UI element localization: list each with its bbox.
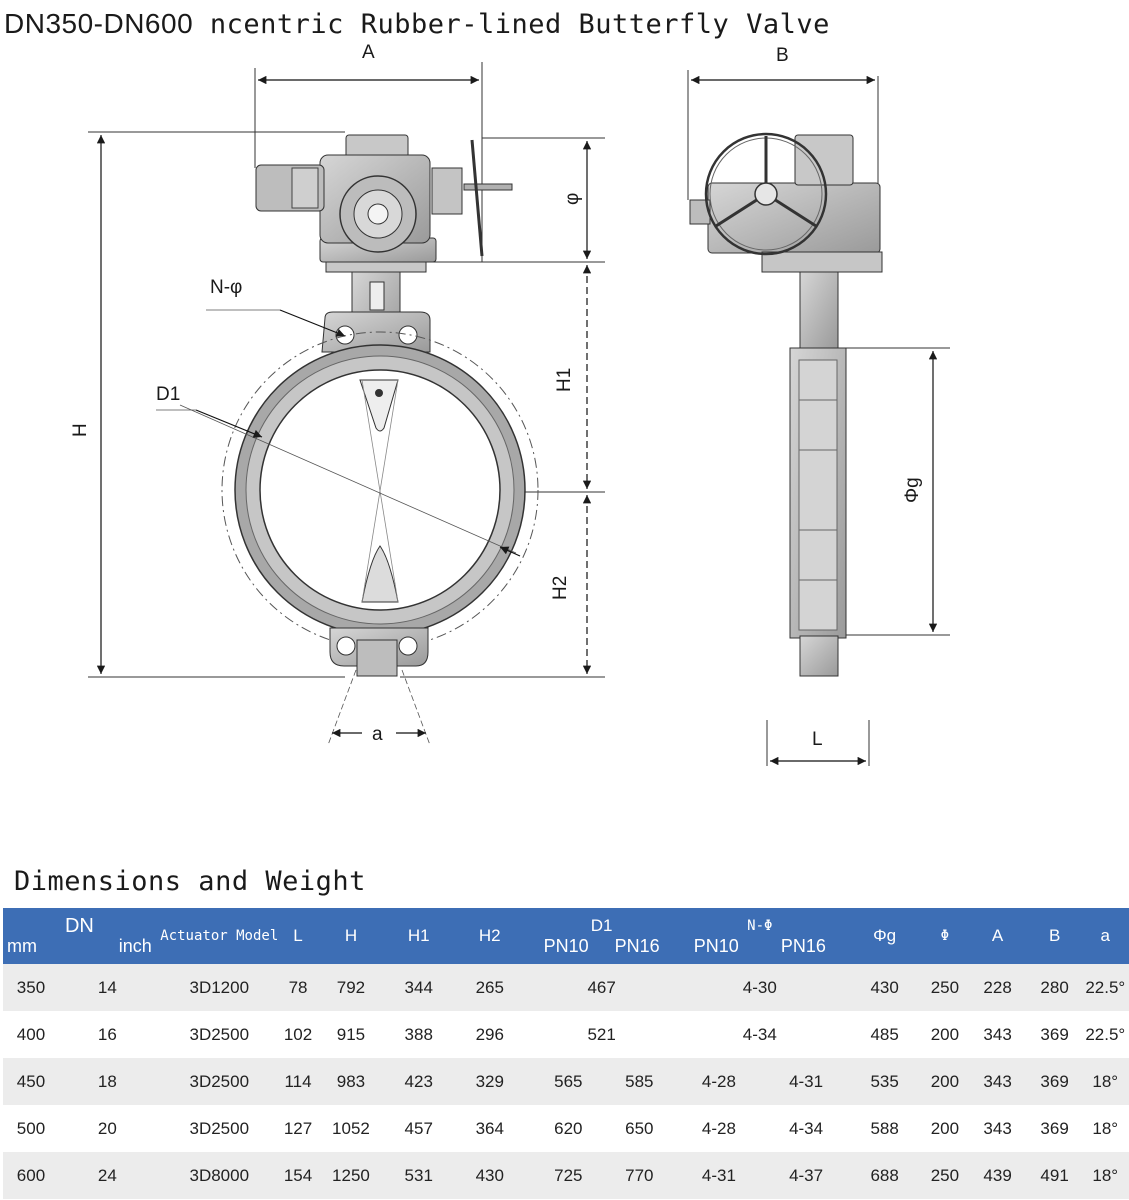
label-H1: H1: [554, 367, 575, 392]
actuator-side: [690, 134, 882, 272]
dim-a: [328, 670, 430, 745]
cell-actuator: 3D2500: [189, 1118, 250, 1138]
table-row: [3, 964, 1129, 1011]
cell-B: 369: [1040, 1118, 1069, 1138]
header-N-phi-label: N-Φ: [747, 918, 773, 934]
cell-H2: 265: [475, 977, 504, 997]
label-A: A: [362, 42, 375, 63]
header-L: L: [293, 926, 303, 945]
label-phi: φ: [562, 192, 583, 205]
cell-L: 102: [283, 1024, 313, 1044]
header-H2: H2: [478, 926, 501, 945]
cell-H1: 388: [404, 1024, 433, 1044]
header-D1-pn10: PN10: [543, 936, 589, 956]
header-D1-pn16: PN16: [614, 936, 660, 956]
dim-phi-g: [846, 348, 950, 635]
header-A: A: [991, 926, 1004, 945]
cell-N-phi-pn16: 4-34: [789, 1118, 824, 1138]
header-phi: Φ: [940, 928, 950, 944]
cell-B: 369: [1040, 1024, 1069, 1044]
cell-actuator: 3D1200: [189, 977, 250, 997]
cell-mm: 600: [16, 1165, 46, 1185]
cell-actuator: 3D8000: [189, 1165, 250, 1185]
side-view: [688, 45, 950, 766]
cell-phi: 250: [930, 1165, 960, 1185]
cell-H2: 329: [475, 1071, 504, 1091]
cell-mm: 500: [16, 1118, 46, 1138]
cell-N-phi-pn10: 4-28: [701, 1071, 736, 1091]
cell-L: 78: [288, 977, 308, 997]
cell-inch: 18: [97, 1071, 117, 1091]
cell-N-phi: 4-34: [742, 1024, 777, 1044]
cell-H: 983: [336, 1071, 366, 1091]
title-description: ncentric Rubber-lined Butterfly Valve: [193, 9, 830, 40]
cell-D1-pn16: 585: [625, 1071, 654, 1091]
label-D1: D1: [156, 384, 181, 405]
section-title: Dimensions and Weight: [14, 866, 366, 897]
cell-mm: 400: [16, 1024, 46, 1044]
cell-A: 343: [983, 1118, 1012, 1138]
header-D1-label: D1: [590, 916, 613, 935]
cell-A: 343: [983, 1071, 1012, 1091]
table-row: [3, 1152, 1129, 1199]
valve-side-body: [790, 272, 846, 676]
cell-phi-g: 588: [870, 1118, 899, 1138]
cell-a: 18°: [1092, 1071, 1119, 1091]
label-a: a: [372, 724, 383, 745]
label-H2: H2: [550, 575, 571, 600]
cell-H: 1052: [332, 1118, 370, 1138]
cell-A: 228: [983, 977, 1012, 997]
header-H: H: [344, 926, 358, 945]
cell-H: 915: [336, 1024, 366, 1044]
header-mm: mm: [7, 936, 37, 956]
header-a: a: [1100, 926, 1110, 945]
cell-H1: 457: [404, 1118, 433, 1138]
cell-phi: 200: [930, 1071, 960, 1091]
cell-N-phi-pn10: 4-28: [701, 1118, 736, 1138]
header-dn: [3, 908, 156, 964]
table-row: [3, 1105, 1129, 1152]
cell-B: 369: [1040, 1071, 1069, 1091]
cell-actuator: 3D2500: [189, 1024, 250, 1044]
cell-A: 439: [983, 1165, 1012, 1185]
cell-N-phi-pn10: 4-31: [701, 1165, 736, 1185]
cell-a: 22.5°: [1085, 1024, 1126, 1044]
cell-D1: 467: [587, 977, 616, 997]
cell-D1-pn10: 725: [554, 1165, 583, 1185]
cell-phi-g: 688: [870, 1165, 899, 1185]
label-L: L: [812, 729, 823, 750]
cell-inch: 20: [97, 1118, 117, 1138]
table-row: [3, 1058, 1129, 1105]
cell-B: 491: [1040, 1165, 1069, 1185]
cell-inch: 24: [97, 1165, 117, 1185]
cell-A: 343: [983, 1024, 1012, 1044]
cell-D1-pn16: 770: [625, 1165, 654, 1185]
cell-phi-g: 485: [870, 1024, 899, 1044]
cell-phi: 200: [930, 1024, 960, 1044]
cell-H1: 423: [404, 1071, 433, 1091]
cell-mm: 450: [16, 1071, 46, 1091]
cell-H1: 531: [404, 1165, 433, 1185]
header-actuator-model: Actuator Model: [160, 928, 279, 944]
cell-N-phi: 4-30: [742, 977, 777, 997]
cell-H2: 296: [475, 1024, 504, 1044]
cell-mm: 350: [16, 977, 46, 997]
cell-phi-g: 430: [870, 977, 899, 997]
label-B: B: [776, 45, 789, 66]
cell-phi: 250: [930, 977, 960, 997]
header-dn-label: DN: [64, 915, 94, 937]
cell-L: 114: [284, 1071, 312, 1091]
label-H: H: [70, 423, 91, 437]
cell-a: 18°: [1092, 1165, 1119, 1185]
cell-N-phi-pn16: 4-31: [789, 1071, 824, 1091]
header-N-phi-pn10: PN10: [693, 936, 739, 956]
valve-body: [180, 332, 538, 676]
header-phi-g: Φg: [873, 926, 897, 945]
table-row: [3, 1011, 1129, 1058]
header-H1: H1: [407, 926, 430, 945]
cell-N-phi-pn16: 4-37: [789, 1165, 824, 1185]
label-N-phi: N-φ: [210, 277, 243, 298]
cell-D1: 521: [587, 1024, 616, 1044]
cell-a: 18°: [1092, 1118, 1119, 1138]
title-model-range: DN350-DN600: [4, 8, 194, 39]
cell-D1-pn10: 620: [554, 1118, 583, 1138]
cell-a: 22.5°: [1085, 977, 1126, 997]
valve-neck: [322, 272, 430, 352]
header-N-phi-pn16: PN16: [780, 936, 826, 956]
cell-H2: 364: [475, 1118, 504, 1138]
leader-N-phi: [206, 277, 345, 336]
bolt-hole-bottom-right: [399, 637, 417, 655]
cell-D1-pn16: 650: [625, 1118, 654, 1138]
actuator-front: [256, 135, 512, 272]
cell-L: 127: [283, 1118, 313, 1138]
cell-H1: 344: [404, 977, 433, 997]
cell-H: 1250: [332, 1165, 370, 1185]
dim-H1: [525, 265, 605, 492]
header-B: B: [1048, 926, 1061, 945]
cell-H: 792: [336, 977, 366, 997]
cell-inch: 16: [97, 1024, 117, 1044]
table-header-row: [3, 908, 1129, 964]
front-view: [70, 42, 605, 745]
cell-inch: 14: [97, 977, 117, 997]
dim-L: [767, 720, 869, 766]
bolt-hole-bottom-left: [337, 637, 355, 655]
cell-B: 280: [1040, 977, 1069, 997]
bolt-hole-top-right: [399, 326, 417, 344]
label-phi-g: Φg: [902, 477, 923, 503]
cell-D1-pn10: 565: [554, 1071, 583, 1091]
header-D1: [531, 908, 673, 964]
cell-phi-g: 535: [870, 1071, 899, 1091]
cell-H2: 430: [475, 1165, 504, 1185]
dimensions-table: [3, 908, 1129, 1199]
cell-actuator: 3D2500: [189, 1071, 250, 1091]
cell-phi: 200: [930, 1118, 960, 1138]
header-N-phi: [673, 908, 847, 964]
header-inch: inch: [118, 936, 152, 956]
cell-L: 154: [283, 1165, 313, 1185]
